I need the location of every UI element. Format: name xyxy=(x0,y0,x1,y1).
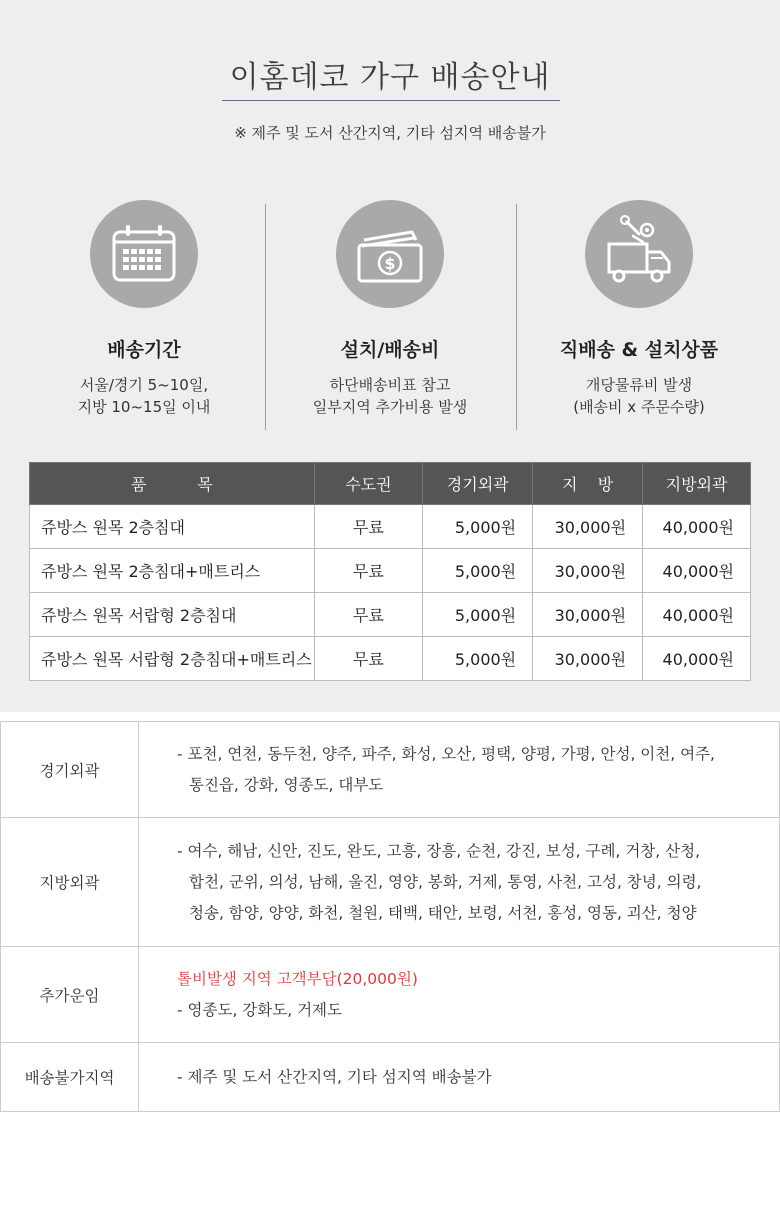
region-content xyxy=(139,1043,780,1112)
region-label: 경기외곽 xyxy=(1,722,139,818)
info-desc-line: 서울/경기 5~10일, xyxy=(79,376,209,394)
region-label: 추가운임 xyxy=(1,947,139,1043)
info-title: 직배송 & 설치상품 xyxy=(559,339,719,361)
shipping-fee-table xyxy=(29,462,751,681)
info-desc-line: 하단배송비표 참고 xyxy=(329,376,451,394)
svg-text:$: $ xyxy=(384,254,396,273)
info-delivery-fee xyxy=(265,200,515,418)
region-line: 통진읍, 강화, 영종도, 대부도 xyxy=(189,775,384,794)
region-line: - 영종도, 강화도, 거제도 xyxy=(177,1000,342,1019)
region-label: 배송불가지역 xyxy=(1,1043,139,1112)
info-desc-line: 일부지역 추가비용 발생 xyxy=(312,398,468,416)
table-row xyxy=(30,505,751,549)
region-line: 청송, 함양, 양양, 화천, 철원, 태백, 태안, 보령, 서천, 홍성, 영동, 괴산, 청양 xyxy=(189,903,697,922)
info-desc xyxy=(19,374,269,418)
info-desc-line: 개당물류비 발생 xyxy=(585,376,693,394)
product-name: 쥬방스 원목 서랍형 2층침대 xyxy=(30,593,315,637)
fee-province: 30,000원 xyxy=(533,549,643,593)
info-desc-line: 지방 10~15일 이내 xyxy=(77,398,211,416)
fee-gyeonggi-outer: 5,000원 xyxy=(423,637,533,681)
region-line: - 여수, 해남, 신안, 진도, 완도, 고흥, 장흥, 순천, 강진, 보성, 구례, 거창, 산청, xyxy=(177,841,700,860)
fee-province-outer: 40,000원 xyxy=(643,505,751,549)
fee-capital: 무료 xyxy=(314,549,423,593)
info-direct-delivery xyxy=(514,200,764,418)
table-row xyxy=(30,593,751,637)
fee-capital: 무료 xyxy=(314,637,423,681)
fee-province-outer: 40,000원 xyxy=(643,637,751,681)
region-row-province-outer xyxy=(1,818,780,947)
page-subtitle: ※ 제주 및 도서 산간지역, 기타 섬지역 배송불가 xyxy=(234,124,546,142)
fee-province: 30,000원 xyxy=(533,505,643,549)
info-title: 배송기간 xyxy=(107,339,181,361)
toll-notice: 톨비발생 지역 고객부담(20,000원) xyxy=(177,969,418,988)
fee-province-outer: 40,000원 xyxy=(643,549,751,593)
table-row xyxy=(30,637,751,681)
region-row-no-delivery xyxy=(1,1043,780,1112)
product-name: 쥬방스 원목 2층침대 xyxy=(30,505,315,549)
region-row-gyeonggi-outer xyxy=(1,722,780,818)
truck-tools-icon xyxy=(585,200,693,308)
info-desc xyxy=(514,374,764,418)
region-label: 지방외곽 xyxy=(1,818,139,947)
fee-capital: 무료 xyxy=(314,505,423,549)
info-delivery-period xyxy=(19,200,269,418)
column-header-gyeonggi-outer: 경기외곽 xyxy=(423,463,533,505)
page-title: 이홈데코 가구 배송안내 xyxy=(229,60,551,95)
region-content xyxy=(139,947,780,1043)
fee-gyeonggi-outer: 5,000원 xyxy=(423,505,533,549)
info-desc-line: (배송비 x 주문수량) xyxy=(573,398,705,416)
region-content xyxy=(139,722,780,818)
table-row xyxy=(30,549,751,593)
fee-province: 30,000원 xyxy=(533,593,643,637)
product-name: 쥬방스 원목 2층침대+매트리스 xyxy=(30,549,315,593)
fee-province-outer: 40,000원 xyxy=(643,593,751,637)
fee-capital: 무료 xyxy=(314,593,423,637)
region-row-extra-charge xyxy=(1,947,780,1043)
region-line: - 포천, 연천, 동두천, 양주, 파주, 화성, 오산, 평택, 양평, 가평, 안성, 이천, 여주, xyxy=(177,744,715,763)
column-header-province: 지 방 xyxy=(533,463,643,505)
region-table xyxy=(0,721,780,1112)
fee-province: 30,000원 xyxy=(533,637,643,681)
info-desc xyxy=(265,374,515,418)
table-header-row xyxy=(30,463,751,505)
column-header-capital: 수도권 xyxy=(314,463,423,505)
fee-gyeonggi-outer: 5,000원 xyxy=(423,549,533,593)
product-name: 쥬방스 원목 서랍형 2층침대+매트리스 xyxy=(30,637,315,681)
column-header-province-outer: 지방외곽 xyxy=(643,463,751,505)
region-line: 합천, 군위, 의성, 남해, 울진, 영양, 봉화, 거제, 통영, 사천, 고성, 창녕, 의령, xyxy=(189,872,702,891)
region-content xyxy=(139,818,780,947)
title-underline xyxy=(222,100,560,101)
info-title: 설치/배송비 xyxy=(340,339,440,361)
calendar-icon xyxy=(90,200,198,308)
region-line: - 제주 및 도서 산간지역, 기타 섬지역 배송불가 xyxy=(177,1067,492,1086)
column-header-product: 품 목 xyxy=(30,463,315,505)
fee-gyeonggi-outer: 5,000원 xyxy=(423,593,533,637)
money-icon xyxy=(336,200,444,308)
